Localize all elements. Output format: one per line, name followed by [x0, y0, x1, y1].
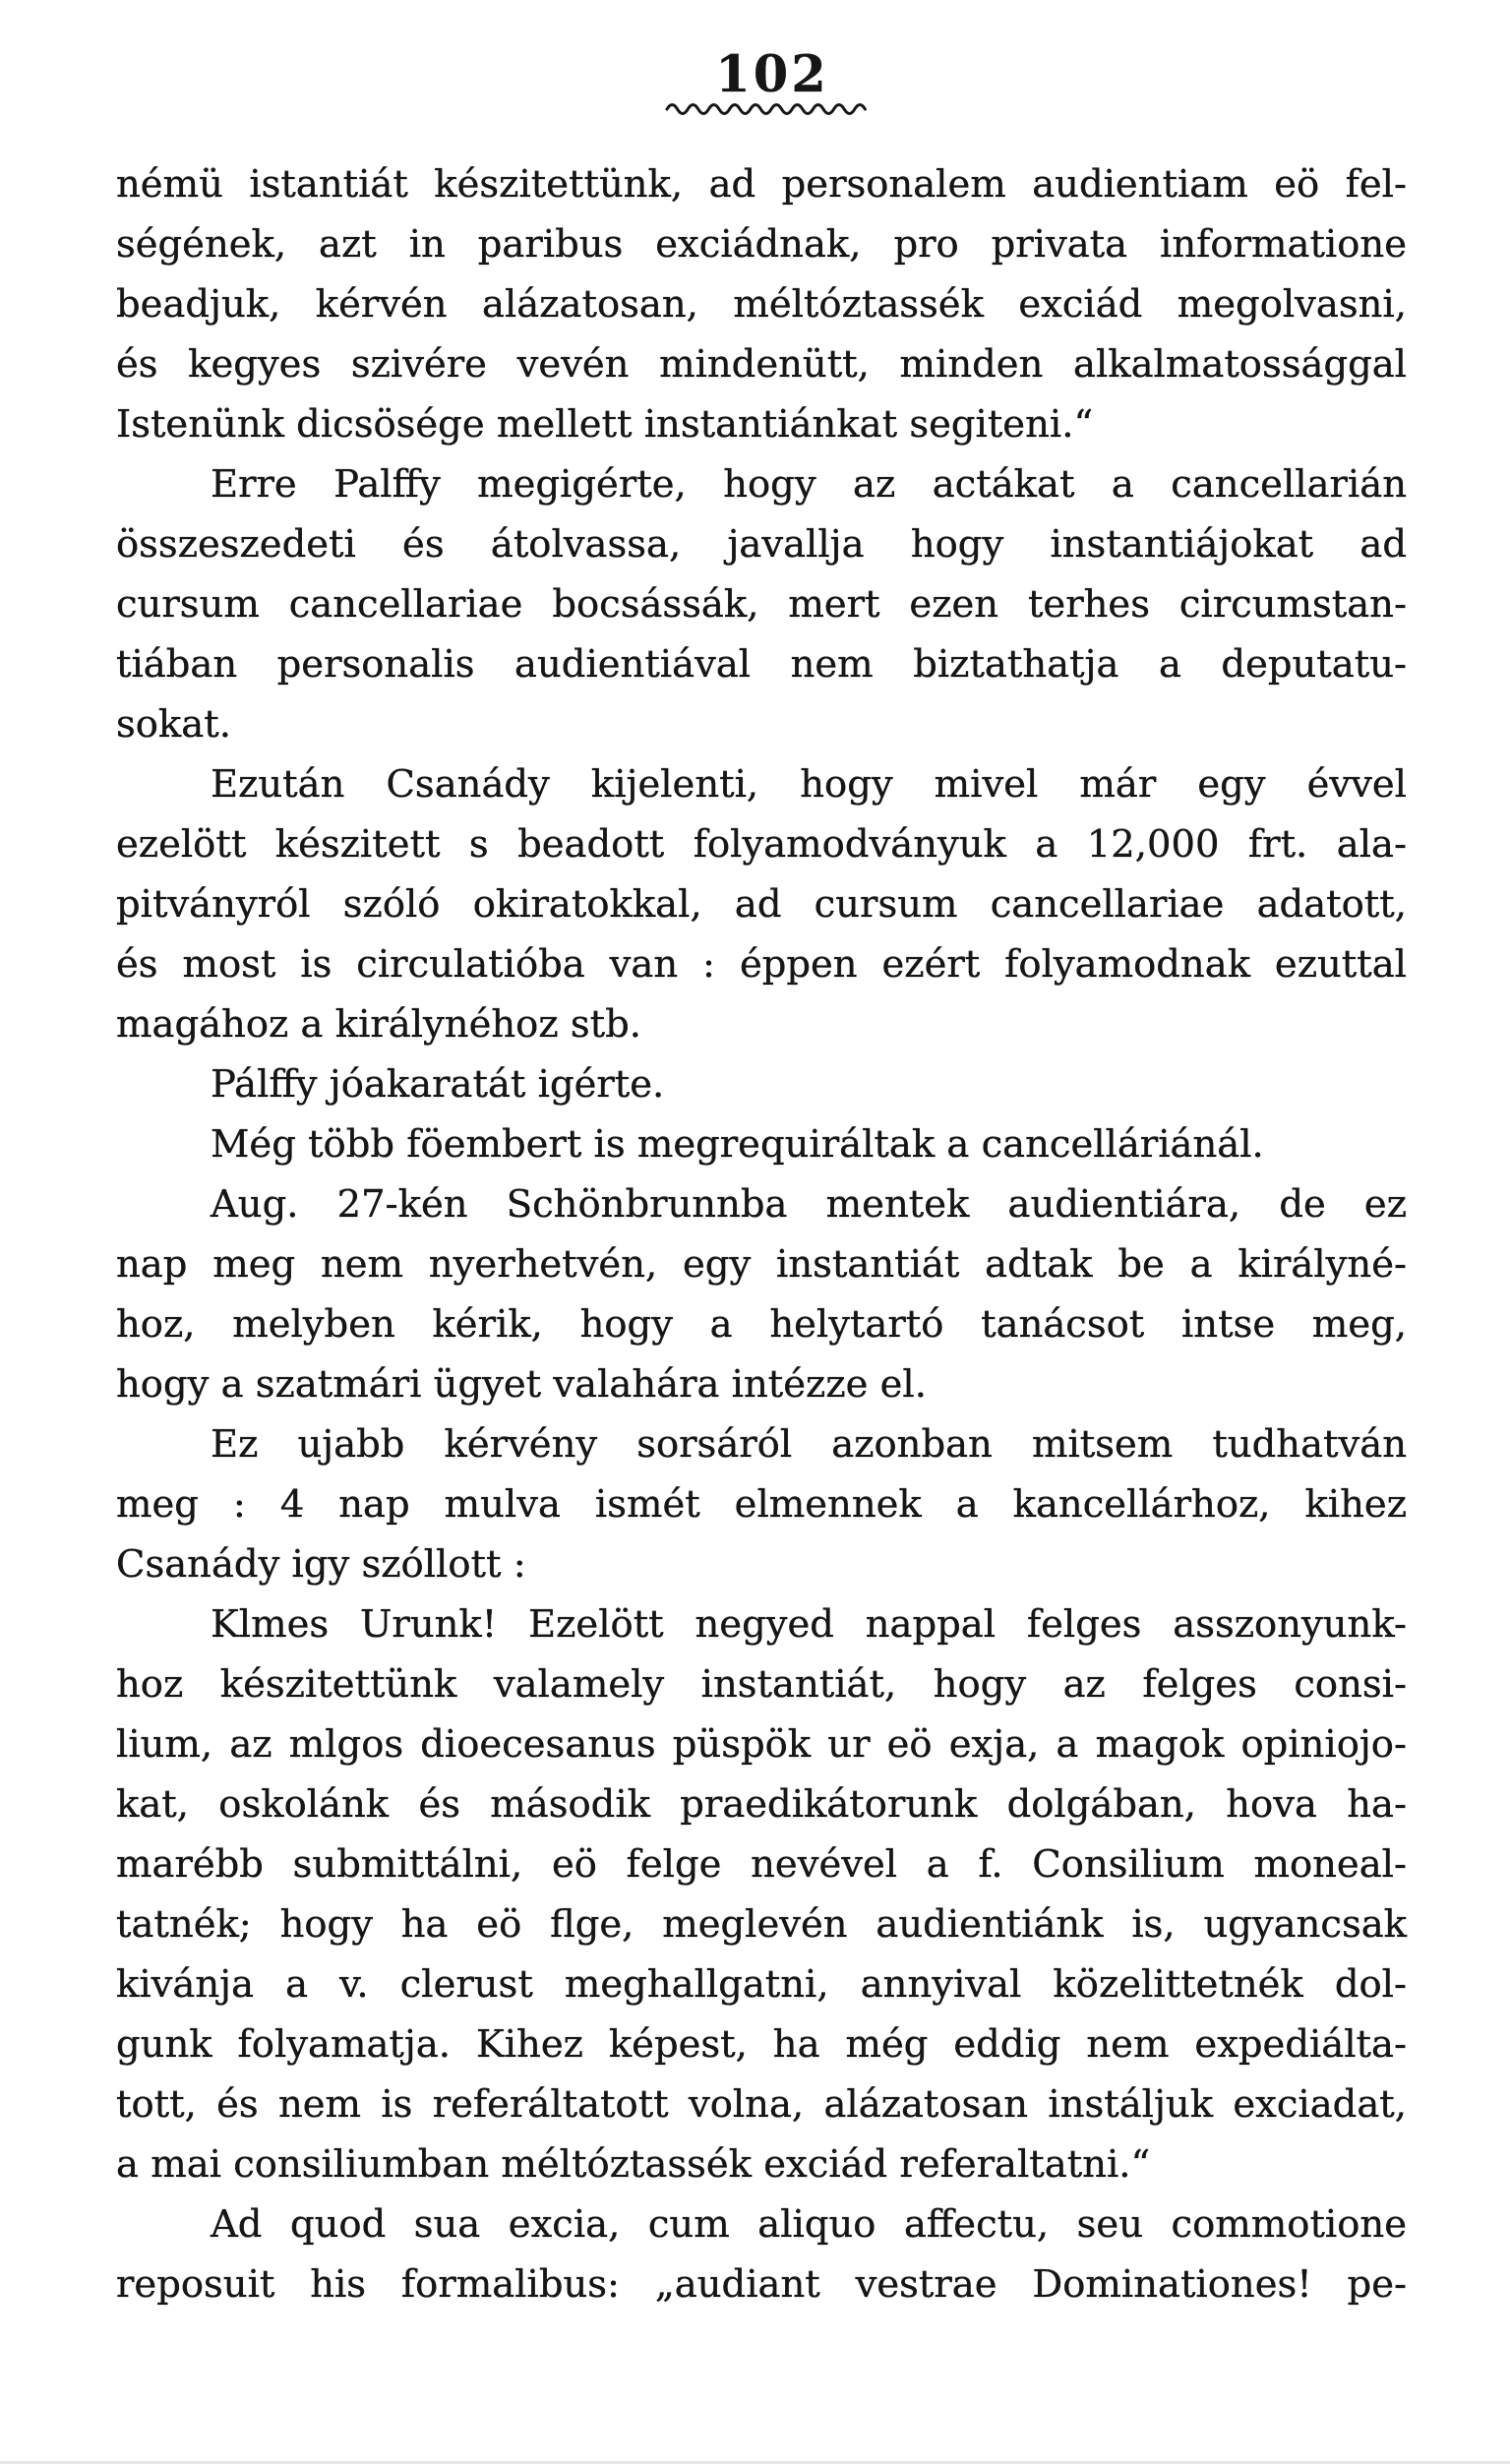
page-number: 102: [715, 45, 829, 104]
text-line: Erre Palffy megigérte, hogy az actákat a cancellarián: [211, 462, 1407, 507]
text-line: meg : 4 nap mulva ismét elmennek a kancellárhoz, kihez: [116, 1482, 1407, 1527]
text-line: tiában personalis audientiával nem biztathatja a deputatu-: [116, 642, 1407, 687]
text-line: reposuit his formalibus: „audiant vestrae Dominationes! pe-: [116, 2262, 1407, 2307]
text-line: Pálffy jóakaratát igérte.: [211, 1062, 665, 1107]
text-line: ezelött készitett s beadott folyamodványuk a 12,000 frt. ala-: [116, 822, 1407, 867]
text-line: és most is circulatióba van : éppen ezért folyamodnak ezuttal: [116, 942, 1407, 987]
text-line: pitványról szóló okiratokkal, ad cursum cancellariae adatott,: [116, 882, 1407, 927]
text-line: hoz, melyben kérik, hogy a helytartó tanácsot intse meg,: [116, 1302, 1407, 1347]
text-line: sokat.: [116, 702, 231, 747]
text-line: némü istantiát készitettünk, ad personalem audientiam eö fel-: [116, 162, 1407, 207]
text-line: Istenünk dicsösége mellett instantiánkat segiteni.“: [116, 402, 1094, 447]
text-line: marébb submittálni, eö felge nevével a f. Consilium moneal-: [116, 1842, 1407, 1887]
page-text: [116, 154, 1407, 2314]
text-line: Ezután Csanády kijelenti, hogy mivel már egy évvel: [211, 762, 1407, 807]
text-line: Aug. 27-kén Schönbrunnba mentek audientiára, de ez: [211, 1182, 1407, 1227]
text-line: lium, az mlgos dioecesanus püspök ur eö exja, a magok opiniojo-: [116, 1722, 1407, 1767]
text-line: Csanády igy szóllott :: [116, 1542, 526, 1587]
text-line: cursum cancellariae bocsássák, mert ezen terhes circumstan-: [116, 582, 1407, 627]
text-line: és kegyes szivére vevén mindenütt, minden alkalmatossággal: [116, 342, 1407, 387]
text-line: ségének, azt in paribus exciádnak, pro privata informatione: [116, 222, 1407, 267]
wavy-underline-icon: [665, 98, 876, 116]
text-line: hogy a szatmári ügyet valahára intézze el.: [116, 1362, 927, 1407]
text-line: beadjuk, kérvén alázatosan, méltóztassék exciád megolvasni,: [116, 282, 1407, 327]
text-line: Ad quod sua excia, cum aliquo affectu, seu commotione: [211, 2202, 1407, 2247]
text-line: tott, és nem is referáltatott volna, alázatosan instáljuk exciadat,: [116, 2082, 1407, 2127]
text-line: kat, oskolánk és második praedikátorunk dolgában, hova ha-: [116, 1782, 1407, 1827]
text-line: Ez ujabb kérvény sorsáról azonban mitsem tudhatván: [211, 1422, 1407, 1467]
text-line: Még több föembert is megrequiráltak a cancelláriánál.: [211, 1122, 1264, 1167]
text-line: gunk folyamatja. Kihez képest, ha még eddig nem expediálta-: [116, 2022, 1407, 2067]
text-line: magához a királynéhoz stb.: [116, 1002, 641, 1047]
text-line: hoz készitettünk valamely instantiát, hogy az felges consi-: [116, 1662, 1407, 1707]
text-line: Klmes Urunk! Ezelött negyed nappal felges asszonyunk-: [211, 1602, 1407, 1647]
text-line: nap meg nem nyerhetvén, egy instantiát adtak be a királyné-: [116, 1242, 1407, 1287]
text-line: kivánja a v. clerust meghallgatni, annyival közelittetnék dol-: [116, 1962, 1407, 2007]
text-line: összeszedeti és átolvassa, javallja hogy instantiájokat ad: [116, 522, 1407, 567]
text-line: a mai consiliumban méltóztassék exciád referaltatni.“: [116, 2142, 1151, 2187]
text-line: tatnék; hogy ha eö flge, meglevén audientiánk is, ugyancsak: [116, 1902, 1407, 1947]
